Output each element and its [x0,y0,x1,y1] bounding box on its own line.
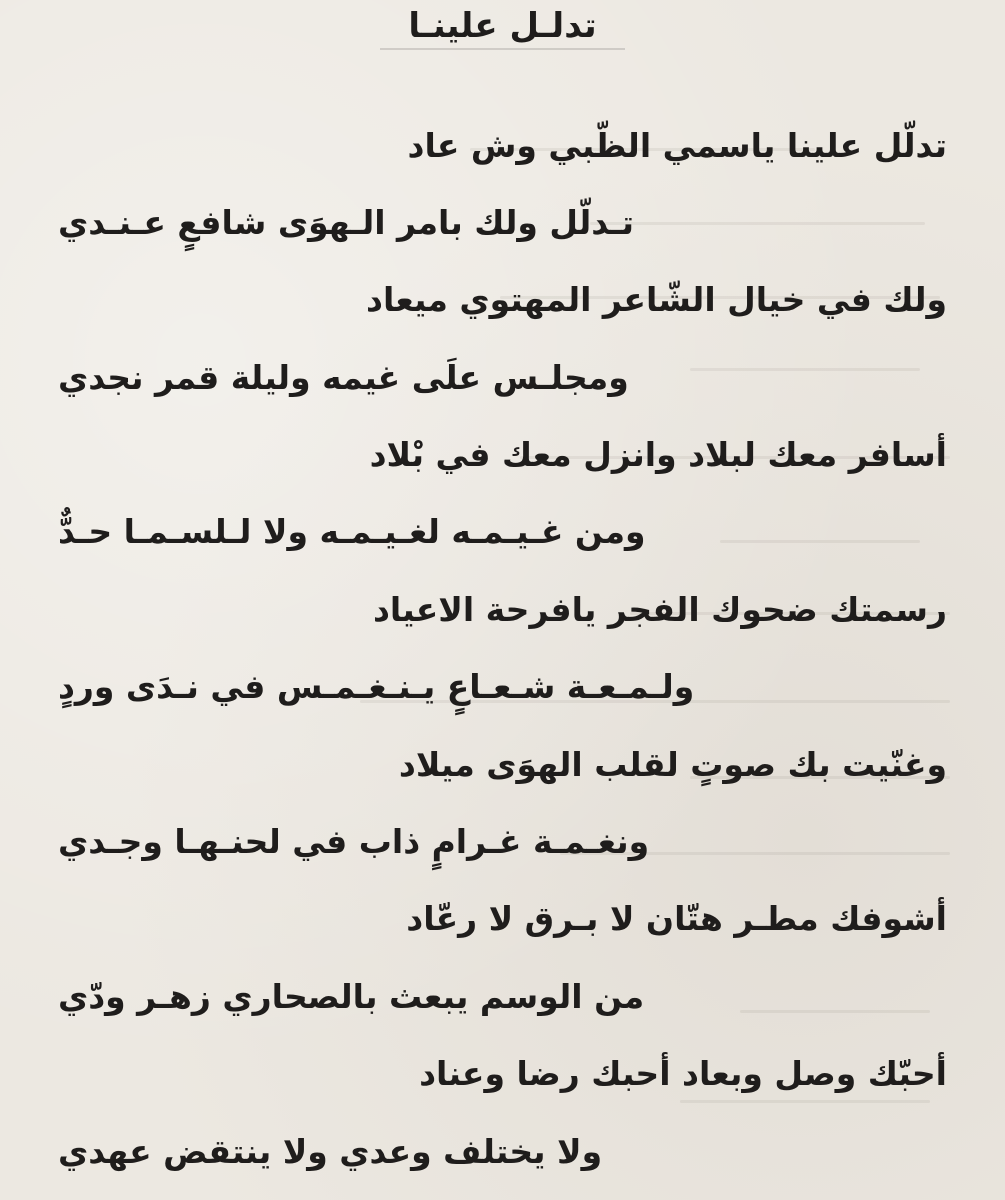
verse-line-7: رسمتك ضحوك الفجر يافرحة الاعياد [372,590,947,629]
verse-line-11: أشوفك مطـر هتّان لا بـرق لا رعّاد [406,899,947,938]
verse-line-12: من الوسم يبعث بالصحاري زهـر ودّي [58,977,645,1016]
verse-line-9: وغنّيت بك صوتٍ لقلب الهوَى ميلاد [398,745,947,784]
verse-line-14: ولا يختلف وعدي ولا ينتقض عهدي [58,1132,603,1171]
verse-line-3: ولك في خيال الشّاعر المهتوي ميعاد [366,280,947,319]
verse-line-5: أسافر معك لبلاد وانزل معك في بْلاد [369,435,947,474]
poem-title: تدلـل علينـا [408,6,597,46]
verse-line-4: ومجلـس علَى غيمه وليلة قمر نجدي [58,358,629,397]
verse-line-10: ونغـمـة غـرامٍ ذاب في لحنـهـا وجـدي [58,822,650,861]
verse-line-2: تـدلّل ولك بامر الـهوَى شافعٍ عـنـدي [58,203,634,242]
verse-line-13: أحبّك وصل وبعاد أحبك رضا وعناد [419,1054,947,1093]
verse-line-1: تدلّل علينا ياسمي الظّبي وش عاد [407,126,947,165]
verse-line-6: ومن غـيـمـه لغـيـمـه ولا لـلسـمـا حـدٌّ [58,512,646,551]
verse-line-8: ولـمـعـة شـعـاعٍ يـنـغـمـس في نـدَى وردٍ [58,667,695,706]
